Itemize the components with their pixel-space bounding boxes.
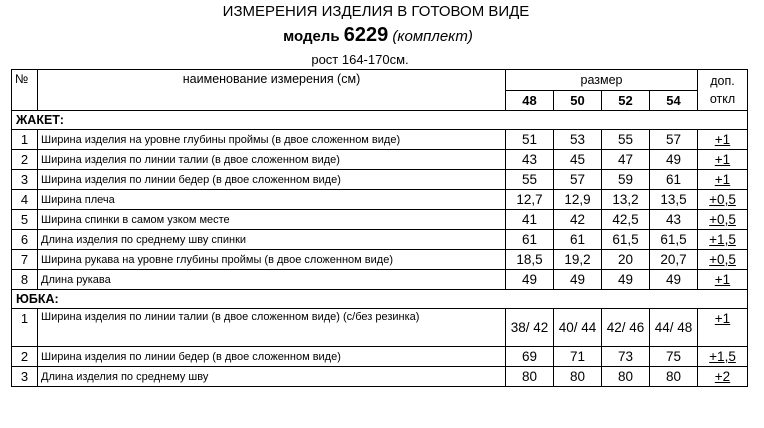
row-number: 5: [12, 210, 38, 230]
model-kit: (комплект): [392, 28, 473, 45]
table-row: [12, 250, 748, 270]
measurement-name: Ширина рукава на уровне глубины проймы (в двое сложенном виде): [38, 250, 506, 270]
tolerance-label-line1: доп.: [710, 74, 735, 88]
size-header: 48: [506, 91, 554, 111]
size-value: 49: [650, 270, 698, 290]
size-header: 54: [650, 91, 698, 111]
size-value: 59: [602, 170, 650, 190]
tolerance-cell: [698, 250, 748, 270]
size-value: 49: [506, 270, 554, 290]
table-row: [12, 367, 748, 387]
table-row: [12, 190, 748, 210]
row-number: 2: [12, 150, 38, 170]
measurement-name: Ширина изделия по линии талии (в двое сложенном виде) (с/без резинка): [38, 309, 506, 347]
size-value: 71: [554, 347, 602, 367]
column-header-name: наименование измерения (см): [38, 70, 506, 111]
row-number: 3: [12, 170, 38, 190]
tolerance-value: +1: [714, 152, 731, 167]
tolerance-cell: [698, 170, 748, 190]
size-value: 43: [506, 150, 554, 170]
tolerance-cell: [698, 210, 748, 230]
row-number: 3: [12, 367, 38, 387]
size-value: 69: [506, 347, 554, 367]
size-value: 61: [506, 230, 554, 250]
size-value: 53: [554, 130, 602, 150]
tolerance-value: +1: [714, 132, 731, 147]
row-number: 6: [12, 230, 38, 250]
model-number: 6229: [343, 24, 389, 46]
size-value: 43: [650, 210, 698, 230]
size-value: 42,5: [602, 210, 650, 230]
tolerance-cell: [698, 270, 748, 290]
table-row: [12, 347, 748, 367]
tolerance-cell: [698, 367, 748, 387]
table-row: [12, 270, 748, 290]
size-header: 52: [602, 91, 650, 111]
tolerance-value: +1: [714, 311, 731, 326]
row-number: 7: [12, 250, 38, 270]
size-value: 61,5: [650, 230, 698, 250]
size-value: 42: [554, 210, 602, 230]
table-row: [12, 210, 748, 230]
tolerance-value: +1,5: [709, 232, 736, 247]
tolerance-cell: [698, 190, 748, 210]
column-header-size: размер: [506, 70, 698, 91]
size-value: 61: [650, 170, 698, 190]
column-header-tolerance: [698, 70, 748, 111]
section-title: ЖАКЕТ:: [12, 111, 748, 130]
measurement-name: Ширина изделия по линии талии (в двое сложенном виде): [38, 150, 506, 170]
tolerance-value: +0,5: [709, 192, 736, 207]
measurement-name: Ширина изделия по линии бедер (в двое сложенном виде): [38, 347, 506, 367]
size-value: 55: [602, 130, 650, 150]
row-number: 1: [12, 130, 38, 150]
height-range: рост 164-170см.: [311, 52, 409, 67]
measurement-name: Ширина спинки в самом узком месте: [38, 210, 506, 230]
model-prefix: модель: [283, 28, 340, 45]
model-line: [0, 24, 760, 47]
size-value: 61: [554, 230, 602, 250]
tolerance-value: +2: [714, 369, 731, 384]
size-value: 47: [602, 150, 650, 170]
column-header-number: №: [12, 70, 38, 111]
tolerance-cell: [698, 230, 748, 250]
size-value: 49: [602, 270, 650, 290]
size-value: 61,5: [602, 230, 650, 250]
size-value: 73: [602, 347, 650, 367]
size-header: 50: [554, 91, 602, 111]
section-title: ЮБКА:: [12, 290, 748, 309]
document-title: ИЗМЕРЕНИЯ ИЗДЕЛИЯ В ГОТОВОМ ВИДЕ: [222, 3, 530, 20]
tolerance-value: +1: [714, 272, 731, 287]
table-row: [12, 170, 748, 190]
size-value: 41: [506, 210, 554, 230]
size-value: 12,9: [554, 190, 602, 210]
size-value: 80: [602, 367, 650, 387]
measurement-name: Длина рукава: [38, 270, 506, 290]
row-number: 4: [12, 190, 38, 210]
size-value: 40/ 44: [554, 309, 602, 347]
size-value: 51: [506, 130, 554, 150]
tolerance-value: +1: [714, 172, 731, 187]
size-value: 13,2: [602, 190, 650, 210]
section-row: [12, 290, 748, 309]
section-row: [12, 111, 748, 130]
tolerance-cell: [698, 130, 748, 150]
measurement-name: Длина изделия по среднему шву: [38, 367, 506, 387]
tolerance-value: +1,5: [709, 349, 736, 364]
size-value: 80: [554, 367, 602, 387]
size-value: 49: [650, 150, 698, 170]
measurement-name: Ширина плеча: [38, 190, 506, 210]
size-value: 57: [554, 170, 602, 190]
size-value: 13,5: [650, 190, 698, 210]
measurement-name: Ширина изделия по линии бедер (в двое сложенном виде): [38, 170, 506, 190]
tolerance-cell: [698, 150, 748, 170]
measurement-name: Длина изделия по среднему шву спинки: [38, 230, 506, 250]
size-value: 12,7: [506, 190, 554, 210]
header-row-top: [12, 70, 748, 91]
row-number: 2: [12, 347, 38, 367]
tolerance-value: +0,5: [709, 252, 736, 267]
measurements-table: [11, 69, 748, 387]
size-value: 80: [506, 367, 554, 387]
table-row: [12, 150, 748, 170]
size-value: 80: [650, 367, 698, 387]
size-value: 49: [554, 270, 602, 290]
size-value: 57: [650, 130, 698, 150]
tolerance-value: +0,5: [709, 212, 736, 227]
size-value: 20: [602, 250, 650, 270]
tolerance-cell: [698, 347, 748, 367]
size-value: 44/ 48: [650, 309, 698, 347]
table-row: [12, 230, 748, 250]
size-value: 75: [650, 347, 698, 367]
size-value: 42/ 46: [602, 309, 650, 347]
table-row: [12, 130, 748, 150]
size-value: 55: [506, 170, 554, 190]
size-value: 20,7: [650, 250, 698, 270]
size-value: 38/ 42: [506, 309, 554, 347]
measurement-name: Ширина изделия на уровне глубины проймы (в двое сложенном виде): [38, 130, 506, 150]
row-number: 8: [12, 270, 38, 290]
size-value: 45: [554, 150, 602, 170]
tolerance-label-line2: откл: [709, 92, 736, 106]
row-number: 1: [12, 309, 38, 347]
tolerance-cell: [698, 309, 748, 347]
size-value: 18,5: [506, 250, 554, 270]
size-value: 19,2: [554, 250, 602, 270]
table-row: [12, 309, 748, 347]
